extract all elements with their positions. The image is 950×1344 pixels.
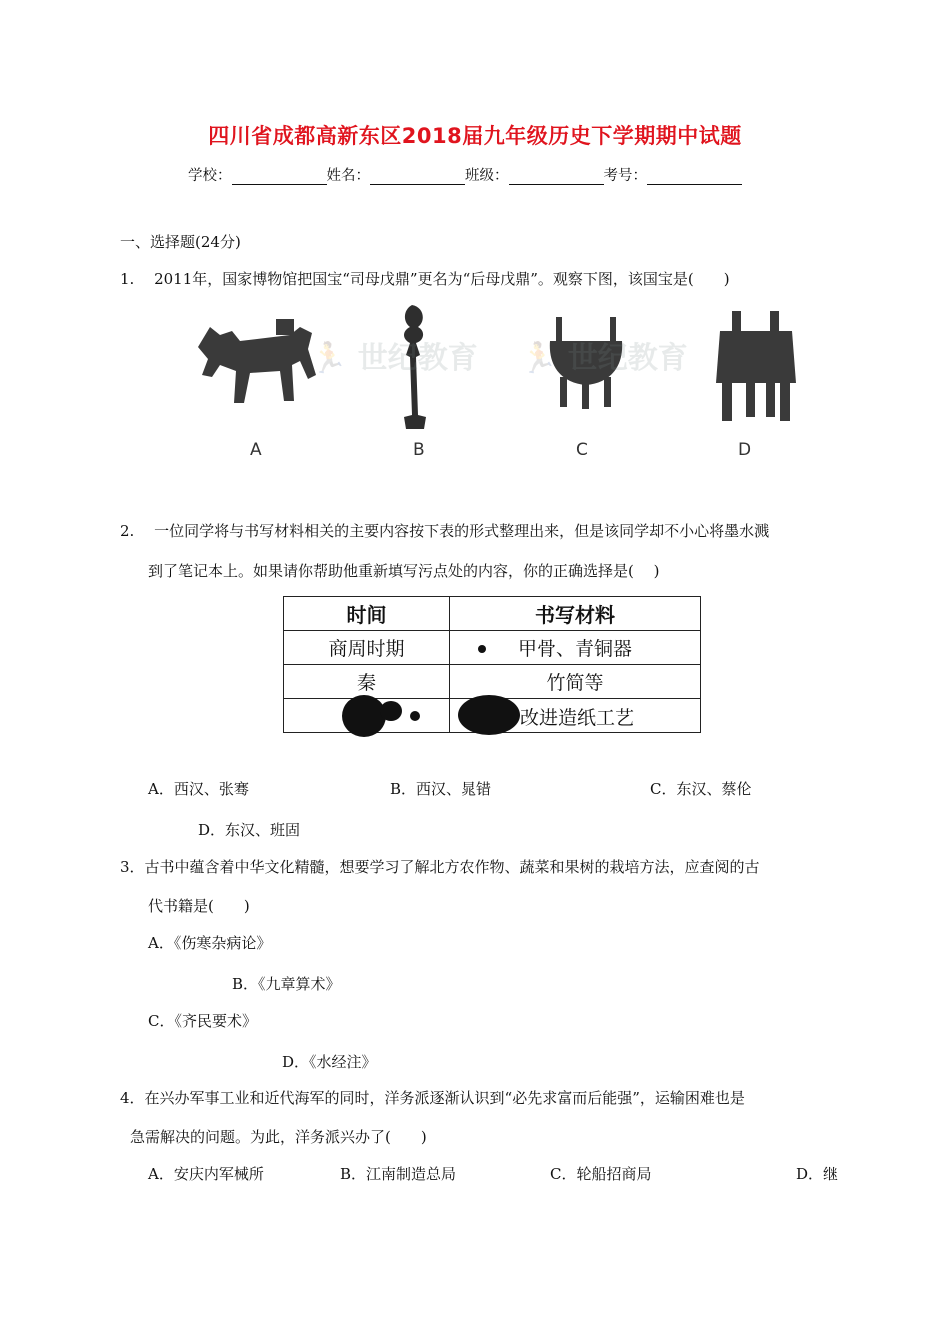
- q2-option-a[interactable]: A．西汉、张骞: [148, 780, 249, 798]
- table-cell-material: [450, 631, 701, 665]
- page-title: 四川省成都高新东区2018届九年级历史下学期期中试题: [208, 124, 742, 148]
- q2-option-c[interactable]: C．东汉、蔡伦: [650, 780, 752, 798]
- exam-no-blank[interactable]: [647, 184, 742, 185]
- writing-materials-table: [283, 596, 701, 733]
- table-row: [284, 699, 701, 733]
- table-cell-time: 秦: [284, 665, 450, 699]
- question-4-text-line2: 急需解决的问题。为此，洋务派兴办了( ): [130, 1128, 427, 1146]
- watermark-logo: 🏃 世纪教育: [520, 341, 688, 376]
- table-header-time: 时间: [284, 597, 450, 631]
- table-cell-time-ink-blot: [284, 699, 450, 733]
- question-2-text-line2: 到了笔记本上。如果请你帮助他重新填写污点处的内容，你的正确选择是( ): [148, 562, 660, 580]
- school-label: 学校：: [188, 168, 232, 184]
- question-2-text-line1: 2. 一位同学将与书写材料相关的主要内容按下表的形式整理出来，但是该同学却不小心将墨水溅: [120, 522, 770, 540]
- school-blank[interactable]: [232, 184, 327, 185]
- exam-no-label: 考号：: [603, 168, 647, 184]
- table-cell-material-text: 改进造纸工艺: [520, 707, 635, 729]
- q4-option-b[interactable]: B．江南制造总局: [340, 1165, 457, 1183]
- ink-blot: [410, 711, 420, 721]
- table-row: [284, 631, 701, 665]
- ink-dot: [478, 645, 486, 653]
- question-4-text-line1: 4．在兴办军事工业和近代海军的同时，洋务派逐渐认识到“必先求富而后能强”，运输困难也是: [120, 1089, 745, 1107]
- artifact-d-rectangular-ding: [716, 311, 796, 421]
- name-blank[interactable]: [370, 184, 465, 185]
- student-info-line: [188, 164, 742, 185]
- q3-option-a[interactable]: A．《伤寒杂病论》: [148, 934, 272, 952]
- table-header-material: 书写材料: [450, 597, 701, 631]
- class-label: 班级：: [465, 168, 509, 184]
- q4-option-d[interactable]: D．继: [796, 1165, 839, 1183]
- table-cell-time: 商周时期: [284, 631, 450, 665]
- class-blank[interactable]: [509, 184, 604, 185]
- table-header-row: [284, 597, 701, 631]
- bronze-artifacts-image: [180, 305, 820, 435]
- q4-option-c[interactable]: C．轮船招商局: [550, 1165, 652, 1183]
- question-3-text-line2: 代书籍是( ): [148, 897, 250, 915]
- section-heading: 一、选择题(24分): [120, 233, 241, 251]
- q1-figure: [180, 305, 820, 470]
- table-cell-material: [450, 699, 701, 733]
- artifact-a-ox-vessel: [198, 319, 316, 403]
- figure-label-d: D: [738, 440, 752, 460]
- q3-option-b[interactable]: B．《九章算术》: [232, 975, 341, 993]
- ink-blot: [342, 695, 386, 737]
- table-cell-material: 竹简等: [450, 665, 701, 699]
- ink-blot: [458, 695, 520, 735]
- ink-blot: [380, 701, 402, 721]
- q2-option-b[interactable]: B．西汉、晁错: [390, 780, 492, 798]
- figure-label-c: C: [576, 440, 588, 460]
- name-label: 姓名：: [326, 168, 370, 184]
- table-cell-material-text: 甲骨、青铜器: [517, 638, 632, 660]
- q2-option-d[interactable]: D．东汉、班固: [198, 821, 301, 839]
- question-1-text: 1. 2011年，国家博物馆把国宝“司母戊鼎”更名为“后母戊鼎”。观察下图，该国宝是( ): [120, 270, 730, 288]
- figure-label-a: A: [250, 440, 262, 460]
- question-3-text-line1: 3．古书中蕴含着中华文化精髓，想要学习了解北方农作物、蔬菜和果树的栽培方法，应查阅的古: [120, 858, 760, 876]
- q3-option-d[interactable]: D．《水经注》: [282, 1053, 377, 1071]
- figure-label-b: B: [413, 440, 425, 460]
- table-row: [284, 665, 701, 699]
- q3-option-c[interactable]: C．《齐民要术》: [148, 1012, 257, 1030]
- q4-option-a[interactable]: A．安庆内军械所: [148, 1165, 264, 1183]
- watermark-logo: 🏃 世纪教育: [310, 341, 478, 376]
